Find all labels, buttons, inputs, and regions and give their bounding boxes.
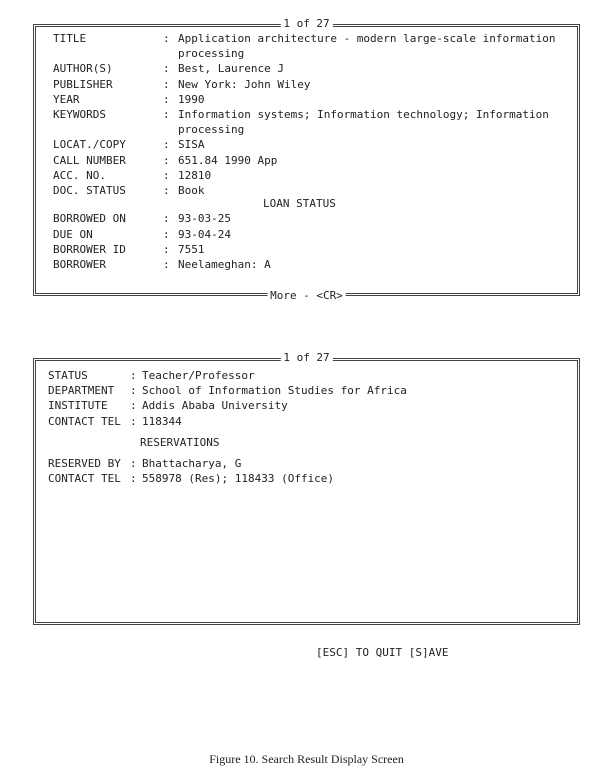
field-label: CONTACT TEL	[48, 472, 121, 486]
field-colon: :	[130, 369, 137, 382]
field-label: DOC. STATUS	[53, 184, 126, 197]
field-label: BORROWER ID	[53, 242, 126, 256]
record-counter: 1 of 27	[280, 18, 332, 30]
field-colon: :	[163, 138, 170, 152]
field-value: 1990	[178, 92, 205, 106]
field-label: INSTITUTE	[48, 399, 108, 413]
field-label: CALL NUMBER	[53, 153, 126, 167]
field-label: CONTACT TEL	[48, 414, 121, 428]
field-value: 651.84 1990 App	[178, 153, 278, 167]
borrower-panel	[33, 351, 580, 625]
figure-caption: Figure 10. Search Result Display Screen	[209, 752, 404, 766]
field-label: DEPARTMENT	[48, 384, 115, 398]
field-value: Information systems; Information technology; Information	[178, 108, 549, 121]
field-value: Book	[178, 184, 205, 197]
field-label: BORROWED ON	[53, 212, 126, 226]
field-colon: :	[163, 212, 170, 226]
field-value: Addis Ababa University	[142, 399, 288, 413]
field-value: Teacher/Professor	[142, 369, 255, 382]
field-colon: :	[130, 457, 137, 470]
field-value: 12810	[178, 168, 212, 182]
field-value: Best, Laurence J	[178, 62, 284, 76]
field-colon: :	[163, 77, 170, 91]
field-label: ACC. NO.	[53, 168, 106, 182]
field-colon: :	[163, 184, 170, 197]
field-colon: :	[130, 472, 137, 486]
field-value: SISA	[178, 138, 205, 152]
field-colon: :	[163, 227, 170, 241]
field-label: TITLE	[53, 32, 87, 45]
loan-status-heading: LOAN STATUS	[263, 197, 336, 211]
field-label: YEAR	[53, 92, 80, 106]
field-label: PUBLISHER	[53, 77, 113, 91]
field-colon: :	[130, 384, 137, 398]
field-colon: :	[163, 242, 170, 256]
reservations-heading: RESERVATIONS	[140, 435, 220, 449]
field-colon: :	[130, 414, 137, 428]
record-panel	[33, 17, 580, 302]
field-value: Bhattacharya, G	[142, 457, 242, 470]
field-colon: :	[163, 108, 170, 121]
more-prompt[interactable]: More - <CR>	[267, 290, 346, 302]
field-colon: :	[163, 168, 170, 182]
field-label: STATUS	[48, 369, 88, 382]
field-label: LOCAT./COPY	[53, 138, 126, 152]
command-line[interactable]: [ESC] TO QUIT [S]AVE	[316, 646, 449, 659]
field-value: New York: John Wiley	[178, 77, 311, 91]
field-value: 93-03-25	[178, 212, 231, 226]
field-label: RESERVED BY	[48, 457, 121, 470]
field-label: BORROWER	[53, 258, 106, 271]
field-value: 7551	[178, 242, 205, 256]
field-colon: :	[130, 399, 137, 413]
field-colon: :	[163, 153, 170, 167]
field-colon: :	[163, 258, 170, 271]
field-colon: :	[163, 62, 170, 76]
field-value: 118344	[142, 414, 182, 428]
field-value: 558978 (Res); 118433 (Office)	[142, 472, 335, 486]
field-label: AUTHOR(S)	[53, 62, 113, 76]
field-colon: :	[163, 32, 170, 45]
field-value: Neelameghan: A	[178, 258, 271, 271]
field-value: processing	[178, 47, 245, 61]
borrower-counter: 1 of 27	[280, 352, 332, 364]
field-value: Application architecture - modern large-scale information	[178, 32, 556, 45]
field-value: processing	[178, 123, 245, 137]
field-value: 93-04-24	[178, 227, 231, 241]
field-label: DUE ON	[53, 227, 93, 241]
field-label: KEYWORDS	[53, 108, 106, 121]
field-value: School of Information Studies for Africa	[142, 384, 407, 398]
field-colon: :	[163, 92, 170, 106]
